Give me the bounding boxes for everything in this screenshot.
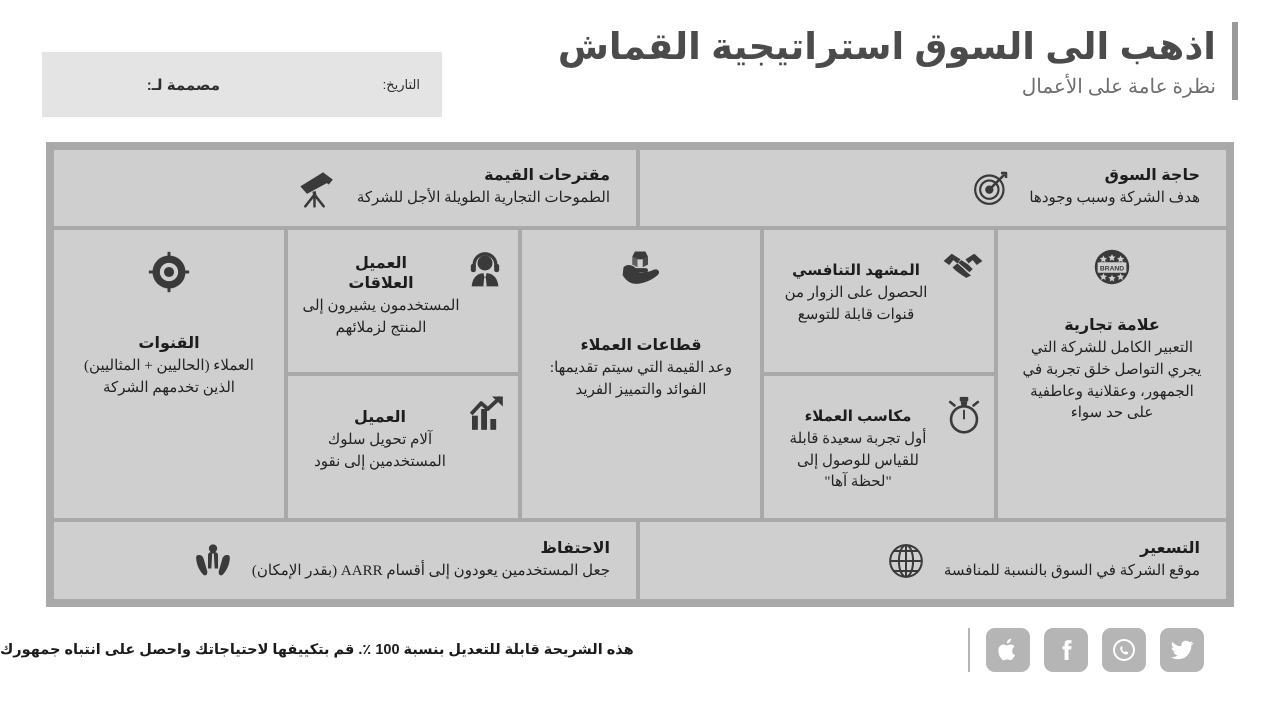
- cell-title: الاحتفاظ: [540, 539, 610, 557]
- cell-title: المشهد التنافسي: [792, 262, 920, 279]
- canvas-cell-channels[interactable]: [54, 230, 284, 518]
- svg-text:BRAND: BRAND: [1099, 265, 1125, 273]
- canvas-cell-customer-gains[interactable]: [764, 376, 994, 518]
- badge-seal-icon: [1089, 244, 1135, 290]
- target-arrow-icon: [971, 168, 1011, 208]
- cell-body: [301, 246, 461, 340]
- canvas-cell-brand[interactable]: [998, 230, 1226, 518]
- canvas-cell-customer-segments[interactable]: [522, 230, 760, 518]
- cell-title: القنوات: [138, 335, 200, 352]
- cell-title: مقترحات القيمة: [484, 167, 610, 185]
- growth-chart-icon: [466, 394, 508, 434]
- cell-description: آلام تحويل سلوك المستخدمين إلى نقود: [314, 432, 446, 470]
- cell-title: علامة تجارية: [1064, 317, 1160, 334]
- cell-description: التعبير الكامل للشركة التي يجري التواصل خلق تجربة في الجمهور، وعقلانية وعاطفية على حد سواء: [1022, 340, 1202, 422]
- cell-title: قطاعات العملاء: [580, 337, 702, 354]
- cell-body: [1017, 316, 1207, 425]
- cell-description: وعد القيمة التي سيتم تقديمها: الفوائد والتمييز الفريد: [549, 360, 733, 398]
- cell-description: جعل المستخدمين يعودون إلى أقسام AARR (بقدر الإمكان): [251, 562, 610, 579]
- cell-body: [1029, 166, 1200, 210]
- cell-title: حاجة السوق: [1104, 167, 1200, 185]
- facebook-icon[interactable]: [1044, 628, 1088, 672]
- twitter-icon[interactable]: [1160, 628, 1204, 672]
- canvas-cell-competitive-landscape[interactable]: [764, 230, 994, 372]
- apple-icon[interactable]: [986, 628, 1030, 672]
- date-label: التاريخ:: [382, 76, 420, 92]
- cell-title: مكاسب العملاء: [804, 408, 912, 425]
- social-links: [986, 628, 1204, 672]
- support-agent-icon: [465, 248, 505, 288]
- cell-description: أول تجربة سعيدة قابلة للقياس للوصول إلى "لحظة آها": [789, 430, 927, 491]
- cell-body: [357, 166, 610, 210]
- canvas-cell-market-need[interactable]: [640, 150, 1226, 226]
- stopwatch-icon: [945, 394, 983, 436]
- cell-body: [774, 246, 938, 326]
- meta-box: [42, 52, 442, 117]
- cell-description: موقع الشركة في السوق بالنسبة للمنافسة: [943, 562, 1200, 579]
- canvas-inner: [54, 150, 1226, 599]
- cell-description: المستخدمون يشيرون إلى المنتج لزملائهم: [302, 298, 460, 336]
- cell-title-secondary: العلاقات: [348, 275, 414, 292]
- title-block: [558, 22, 1238, 100]
- cell-body: [541, 336, 741, 402]
- designed-for-label: مصممة لـ:: [146, 76, 220, 94]
- whatsapp-icon[interactable]: [1102, 628, 1146, 672]
- hands-person-icon: [192, 541, 234, 581]
- canvas-cell-retention[interactable]: [54, 522, 636, 599]
- cell-title: التسعير: [1140, 539, 1200, 557]
- cell-body: [776, 392, 941, 494]
- cell-body: [252, 539, 610, 583]
- handshake-icon: [942, 248, 984, 282]
- footer-note: هذه الشريحة قابلة للتعديل بنسبة 100 ٪. قم بتكييفها لاحتياجاتك واحصل على انتباه جمهورك: [0, 642, 634, 658]
- cell-title: العميل: [353, 409, 407, 426]
- globe-icon: [886, 541, 926, 581]
- telescope-icon: [295, 168, 339, 208]
- canvas-cell-pricing[interactable]: [640, 522, 1226, 599]
- canvas-cell-value-propositions[interactable]: [54, 150, 636, 226]
- cell-body: [298, 392, 462, 474]
- title-texts: [558, 22, 1216, 100]
- slide-header: [0, 0, 1280, 138]
- cell-description: العملاء (الحاليين + المثاليين) الذين تخدمهم الشركة: [84, 358, 254, 396]
- slide-footer: [0, 618, 1280, 682]
- canvas-cell-customer-pains[interactable]: [288, 376, 518, 518]
- cell-body: [944, 539, 1200, 583]
- page-title: اذهب الى السوق استراتيجية القماش: [557, 26, 1216, 67]
- crosshair-circle-icon: [147, 250, 191, 294]
- cell-description: الحصول على الزوار من قنوات قابلة للتوسع: [784, 284, 928, 323]
- cell-body: [74, 334, 264, 400]
- strategy-canvas: [46, 142, 1234, 607]
- canvas-cell-customer-relationships[interactable]: [288, 230, 518, 372]
- footer-divider: [968, 628, 970, 672]
- cell-title: العميل: [354, 255, 408, 272]
- title-accent-bar: [1232, 22, 1238, 100]
- hand-box-icon: [618, 248, 664, 290]
- cell-description: الطموحات التجارية الطويلة الأجل للشركة: [356, 190, 610, 207]
- page-subtitle: نظرة عامة على الأعمال: [1021, 76, 1216, 99]
- cell-description: هدف الشركة وسبب وجودها: [1029, 190, 1200, 207]
